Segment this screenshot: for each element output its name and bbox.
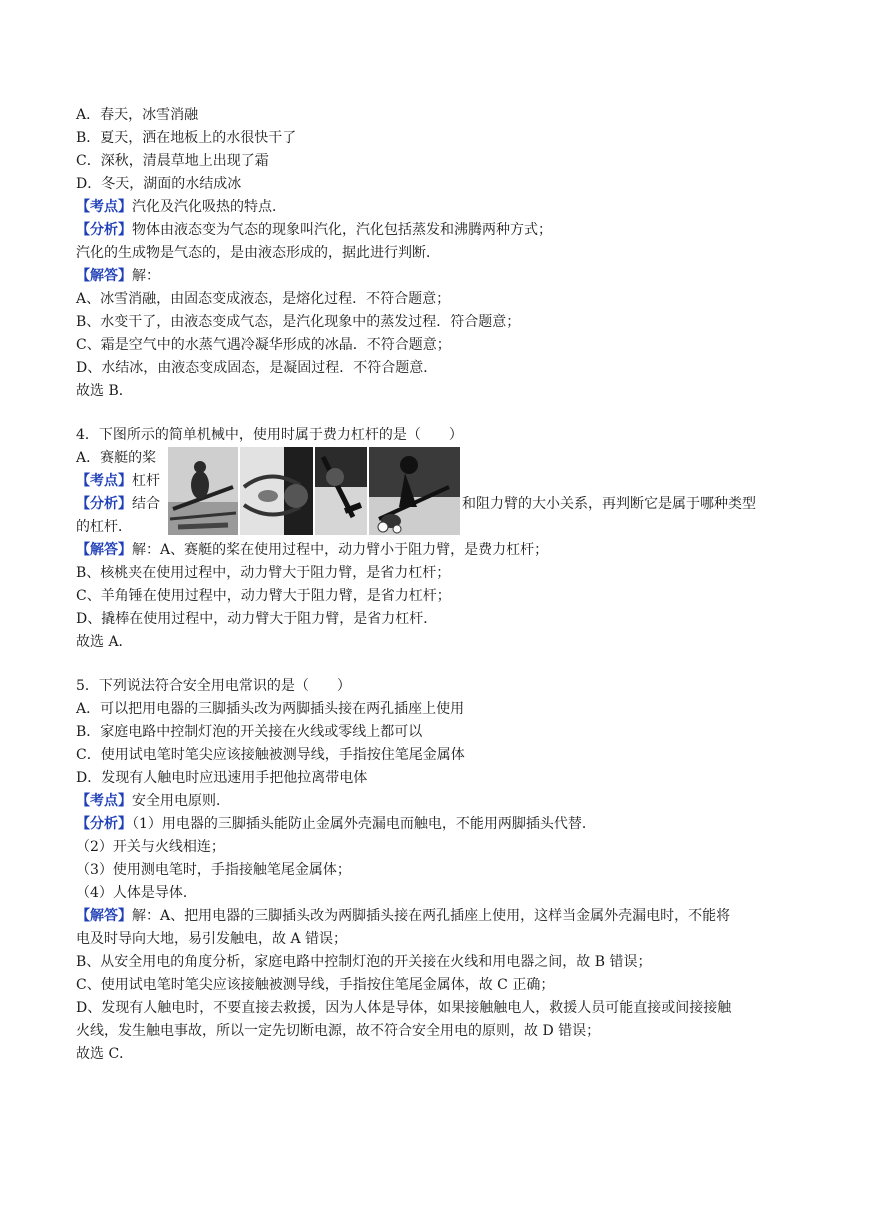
kaodian-tag: 【考点】 <box>76 473 132 489</box>
q4-jieda-c: C、羊角锤在使用过程中，动力臂大于阻力臂，是省力杠杆； <box>76 588 451 604</box>
q4-fenxi <box>76 493 160 515</box>
jieda-text: 解： <box>132 268 160 284</box>
q3-option-c: C．深秋，清晨草地上出现了霜 <box>76 153 269 169</box>
q5-jieda-c: C、使用试电笔时笔尖应该接触被测导线，手指按住笔尾金属体，故 C 正确； <box>76 977 555 993</box>
q4-fenxi-cont: 的杠杆． <box>76 519 132 535</box>
nutcracker-photo <box>240 447 313 535</box>
q5-fenxi-2: （2）开关与火线相连； <box>76 839 225 855</box>
rowing-oar-photo <box>168 447 238 535</box>
q5-jieda-a-cont: 电及时导向大地，易引发触电，故 A 错误； <box>76 931 348 947</box>
jieda-text: 解：A、赛艇的桨在使用过程中，动力臂小于阻力臂，是费力杠杆； <box>132 542 549 558</box>
kaodian-text: 汽化及汽化吸热的特点． <box>132 199 286 215</box>
q3-jieda-c: C、霜是空气中的水蒸气遇冷凝华形成的冰晶．不符合题意； <box>76 337 451 353</box>
kaodian-tag: 【考点】 <box>76 793 132 809</box>
q5-option-a: A．可以把用电器的三脚插头改为两脚插头接在两孔插座上使用 <box>76 701 465 717</box>
q3-jieda-a: A、冰雪消融，由固态变成液态，是熔化过程．不符合题意； <box>76 291 451 307</box>
q3-kaodian <box>76 196 286 218</box>
crowbar-photo <box>369 447 460 535</box>
jieda-tag: 【解答】 <box>76 908 132 924</box>
q5-fenxi <box>76 813 596 835</box>
q3-jieda-b: B、水变干了，由液态变成气态，是汽化现象中的蒸发过程．符合题意； <box>76 314 521 330</box>
q5-option-d: D．发现有人触电时应迅速用手把他拉离带电体 <box>76 770 368 786</box>
claw-hammer-photo <box>315 447 367 535</box>
machine-photos <box>168 447 460 535</box>
q4-jieda <box>76 539 548 561</box>
fenxi-text-start: 结合 <box>132 496 160 512</box>
fenxi-tag: 【分析】 <box>76 496 132 512</box>
q4-question: 4．下图所示的简单机械中，使用时属于费力杠杆的是（ ） <box>76 427 463 443</box>
q5-question: 5．下列说法符合安全用电常识的是（ ） <box>76 678 351 694</box>
q3-jieda-d: D、水结冰，由液态变成固态，是凝固过程．不符合题意． <box>76 360 438 376</box>
q5-jieda-b: B、从安全用电的角度分析，家庭电路中控制灯泡的开关接在火线和用电器之间，故 B 错误； <box>76 954 652 970</box>
q5-option-c: C．使用试电笔时笔尖应该接触被测导线，手指按住笔尾金属体 <box>76 747 465 763</box>
q5-kaodian <box>76 790 230 812</box>
fenxi-text: （1）用电器的三脚插头能防止金属外壳漏电而触电，不能用两脚插头代替． <box>132 816 596 832</box>
q4-option-a: A．赛艇的桨 <box>76 450 157 466</box>
kaodian-tag: 【考点】 <box>76 199 132 215</box>
q3-jieda <box>76 265 160 287</box>
fenxi-text: 物体由液态变为气态的现象叫汽化，汽化包括蒸发和沸腾两种方式； <box>132 222 552 238</box>
q3-answer: 故选 B． <box>76 383 133 399</box>
jieda-tag: 【解答】 <box>76 542 132 558</box>
q3-fenxi <box>76 219 552 241</box>
q5-jieda <box>76 905 730 927</box>
q4-jieda-b: B、核桃夹在使用过程中，动力臂大于阻力臂，是省力杠杆； <box>76 565 451 581</box>
q5-fenxi-3: （3）使用测电笔时，手指接触笔尾金属体； <box>76 862 351 878</box>
kaodian-text: 安全用电原则． <box>132 793 230 809</box>
q4-kaodian <box>76 470 160 492</box>
q3-option-d: D．冬天，湖面的水结成冰 <box>76 176 242 192</box>
q5-jieda-d-cont: 火线，发生触电事故，所以一定先切断电源，故不符合安全用电的原则，故 D 错误； <box>76 1023 601 1039</box>
jieda-tag: 【解答】 <box>76 268 132 284</box>
fenxi-tag: 【分析】 <box>76 816 132 832</box>
q5-jieda-d: D、发现有人触电时，不要直接去救援，因为人体是导体，如果接触触电人，救援人员可能直接或间接接触 <box>76 1000 732 1016</box>
q5-fenxi-4: （4）人体是导体． <box>76 885 197 901</box>
jieda-text: 解：A、把用电器的三脚插头改为两脚插头接在两孔插座上使用，这样当金属外壳漏电时，不能将 <box>132 908 731 924</box>
q3-fenxi-cont: 汽化的生成物是气态的，是由液态形成的，据此进行判断． <box>76 245 440 261</box>
fenxi-tag: 【分析】 <box>76 222 132 238</box>
q3-option-a: A．春天，冰雪消融 <box>76 107 199 123</box>
q5-option-b: B．家庭电路中控制灯泡的开关接在火线或零线上都可以 <box>76 724 423 740</box>
q3-option-b: B．夏天，洒在地板上的水很快干了 <box>76 130 297 146</box>
q4-jieda-d: D、撬棒在使用过程中，动力臂大于阻力臂，是省力杠杆． <box>76 611 438 627</box>
kaodian-text: 杠杆 <box>132 473 160 489</box>
q5-answer: 故选 C． <box>76 1046 134 1062</box>
q4-fenxi-rest: 和阻力臂的大小关系，再判断它是属于哪种类型 <box>462 496 756 512</box>
q4-answer: 故选 A． <box>76 634 133 650</box>
